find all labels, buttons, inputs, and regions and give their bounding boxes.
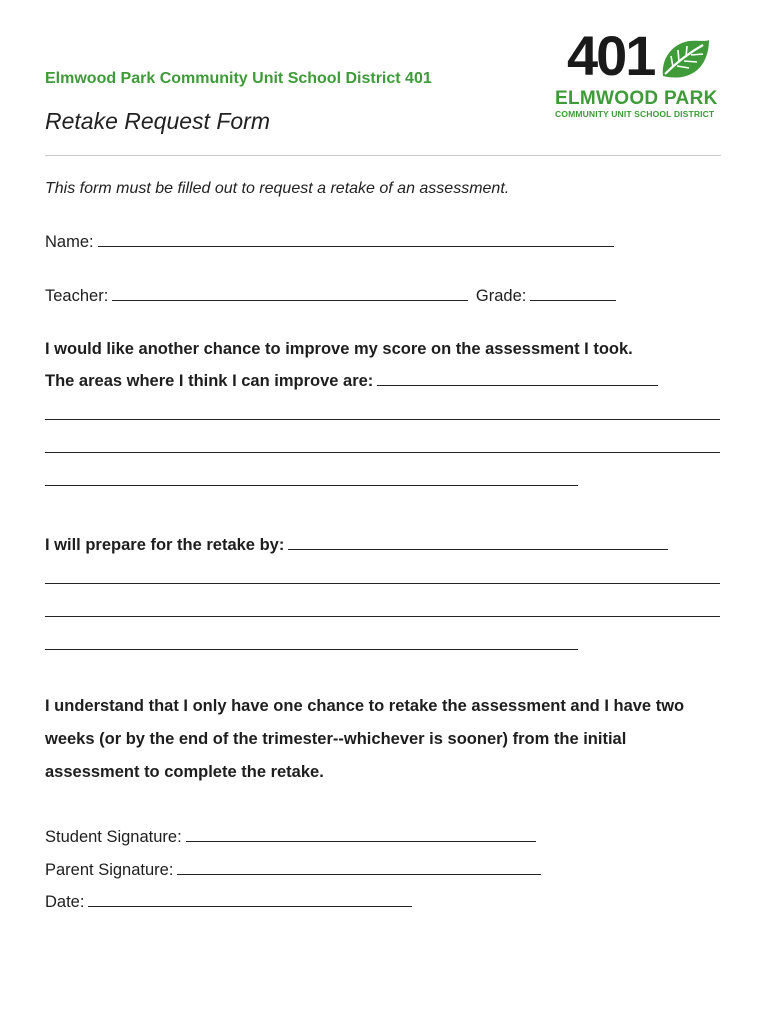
prepare-field[interactable]: [288, 535, 668, 550]
improve-statement: I would like another chance to improve my score on the assessment I took.: [45, 340, 633, 358]
student-signature-label: Student Signature:: [45, 828, 182, 846]
prepare-row: [45, 535, 668, 555]
improve-line-2[interactable]: [45, 452, 720, 453]
date-field[interactable]: [88, 892, 412, 907]
parent-signature-field[interactable]: [177, 860, 541, 875]
name-label: Name:: [45, 233, 94, 251]
student-signature-row: [45, 827, 536, 847]
prepare-line-2[interactable]: [45, 616, 720, 617]
parent-signature-row: [45, 860, 541, 880]
improve-areas-field[interactable]: [377, 371, 658, 386]
header-divider: [45, 155, 721, 156]
grade-label: Grade:: [475, 287, 527, 305]
improve-line-1[interactable]: [45, 419, 720, 420]
logo-name: ELMWOOD PARK: [555, 88, 718, 109]
name-row: [45, 232, 614, 252]
prepare-line-1[interactable]: [45, 583, 720, 584]
grade-field[interactable]: [530, 286, 616, 301]
name-field[interactable]: [98, 232, 614, 247]
student-signature-field[interactable]: [186, 827, 536, 842]
prepare-line-3[interactable]: [45, 649, 578, 650]
prepare-label: I will prepare for the retake by:: [45, 536, 285, 554]
date-label: Date:: [45, 893, 85, 911]
logo-number: 401: [567, 24, 655, 87]
district-name: Elmwood Park Community Unit School District 401: [45, 70, 432, 87]
date-row: [45, 892, 412, 912]
agreement-text: I understand that I only have one chance to retake the assessment and I have two weeks (or by the end of the trimester--whichever is sooner) from the initial assessment to complete the retake.: [45, 697, 685, 781]
district-logo: [555, 24, 730, 122]
teacher-grade-row: [45, 286, 616, 306]
teacher-label: Teacher:: [45, 287, 109, 305]
logo-subtitle: COMMUNITY UNIT SCHOOL DISTRICT: [555, 109, 715, 119]
improve-areas-row: [45, 371, 658, 391]
form-title: Retake Request Form: [45, 108, 270, 134]
intro-text: This form must be filled out to request a retake of an assessment.: [45, 180, 510, 197]
parent-signature-label: Parent Signature:: [45, 861, 174, 879]
improve-line-3[interactable]: [45, 485, 578, 486]
teacher-field[interactable]: [112, 286, 468, 301]
leaf-icon: [659, 38, 711, 80]
improve-areas-label: The areas where I think I can improve are:: [45, 372, 374, 390]
